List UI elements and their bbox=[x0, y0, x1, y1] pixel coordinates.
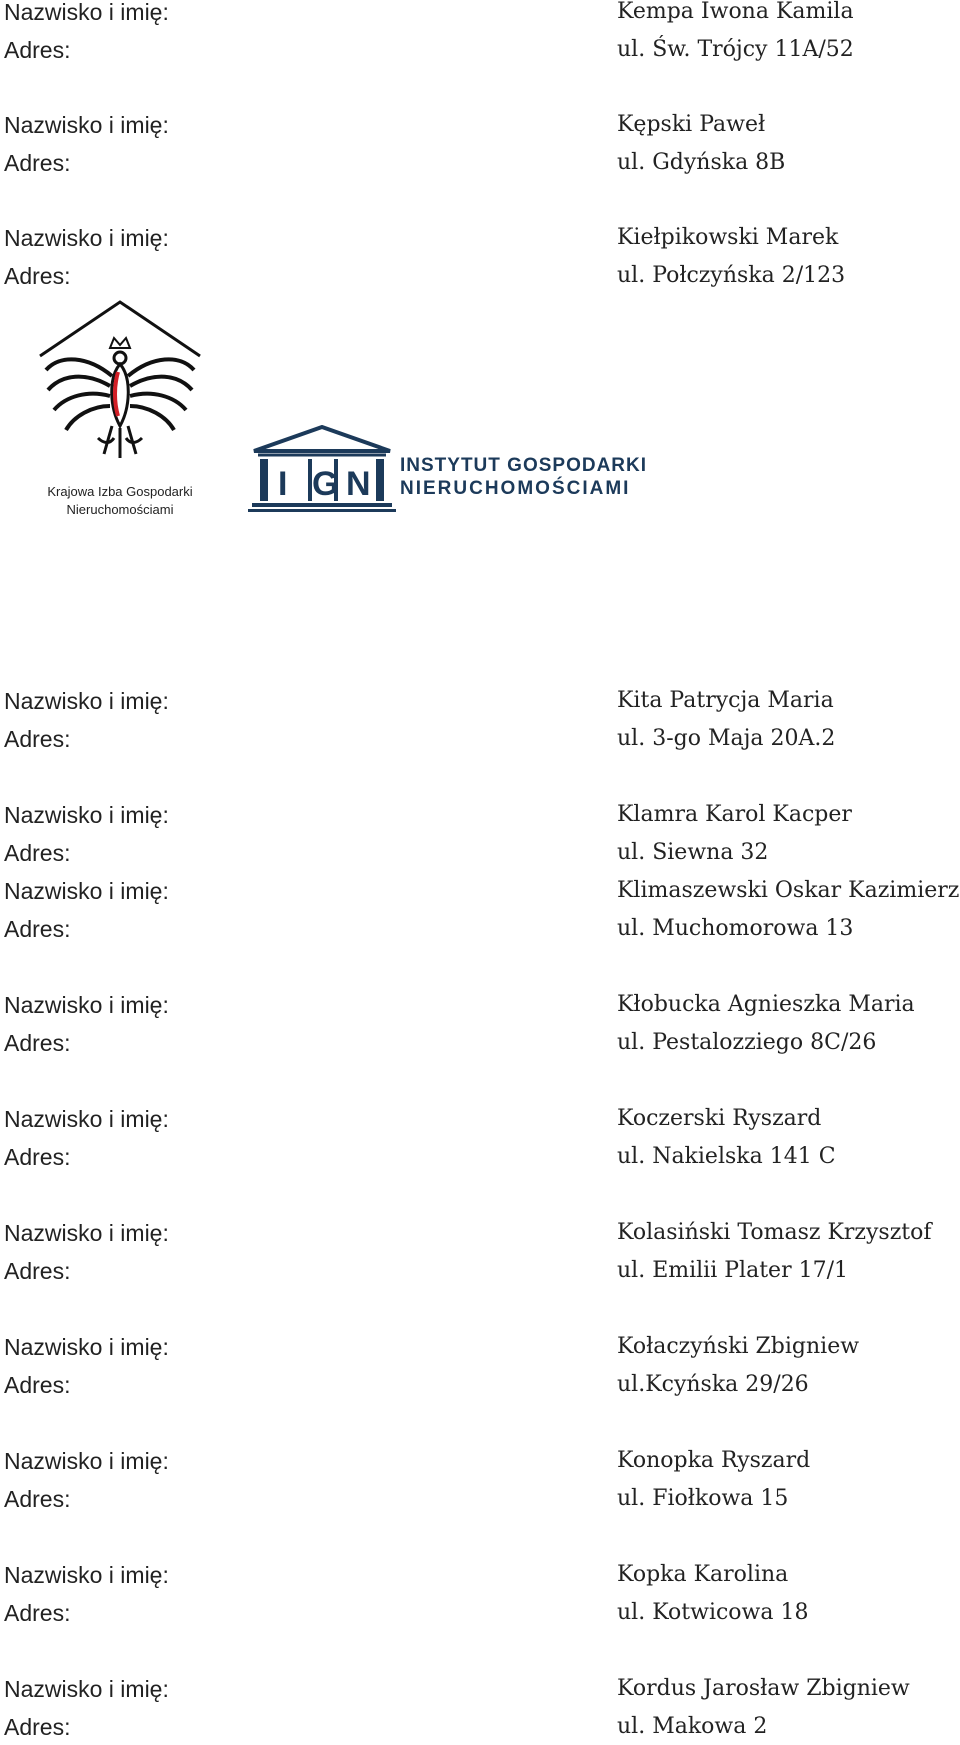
entry-7-address-row bbox=[0, 1025, 960, 1061]
address-label: Adres: bbox=[4, 1714, 71, 1740]
entry-1-name-row bbox=[0, 0, 960, 30]
entry-3-name-row bbox=[0, 220, 960, 256]
person-name: Kolasiński Tomasz Krzysztof bbox=[617, 1220, 932, 1245]
entry-5-name-row bbox=[0, 797, 960, 833]
name-label: Nazwisko i imię: bbox=[4, 225, 169, 251]
name-label: Nazwisko i imię: bbox=[4, 878, 169, 904]
person-name: Klamra Karol Kacper bbox=[617, 802, 852, 827]
entry-8-name-row bbox=[0, 1101, 960, 1137]
entry-9-address-row bbox=[0, 1253, 960, 1289]
person-address: ul. Fiołkowa 15 bbox=[617, 1486, 789, 1511]
kign-logo bbox=[38, 298, 202, 524]
address-label: Adres: bbox=[4, 1486, 71, 1512]
entry-12-address-row bbox=[0, 1595, 960, 1631]
person-name: Kiełpikowski Marek bbox=[617, 225, 839, 250]
ign-name-line1: INSTYTUT GOSPODARKI bbox=[400, 455, 648, 476]
address-label: Adres: bbox=[4, 37, 71, 63]
address-label: Adres: bbox=[4, 1144, 71, 1170]
person-name: Koczerski Ryszard bbox=[617, 1106, 822, 1131]
name-label: Nazwisko i imię: bbox=[4, 802, 169, 828]
entry-10-name-row bbox=[0, 1329, 960, 1365]
kign-caption-line2: Nieruchomościami bbox=[66, 502, 174, 517]
entry-2-address-row bbox=[0, 145, 960, 181]
entry-4-address-row bbox=[0, 721, 960, 757]
kign-caption-line1: Krajowa Izba Gospodarki bbox=[47, 484, 193, 499]
entry-12-name-row bbox=[0, 1557, 960, 1593]
person-name: Kopka Karolina bbox=[617, 1562, 789, 1587]
entry-9-name-row bbox=[0, 1215, 960, 1251]
person-address: ul. Połczyńska 2/123 bbox=[617, 263, 846, 288]
eagle-emblem-icon bbox=[38, 298, 202, 484]
person-name: Klimaszewski Oskar Kazimierz bbox=[617, 878, 960, 903]
entry-4-name-row bbox=[0, 683, 960, 719]
entry-13-address-row bbox=[0, 1709, 960, 1745]
person-name: Kordus Jarosław Zbigniew bbox=[617, 1676, 910, 1701]
name-label: Nazwisko i imię: bbox=[4, 1220, 169, 1246]
person-address: ul. Kotwicowa 18 bbox=[617, 1600, 809, 1625]
person-name: Kołaczyński Zbigniew bbox=[617, 1334, 860, 1359]
name-label: Nazwisko i imię: bbox=[4, 688, 169, 714]
address-label: Adres: bbox=[4, 150, 71, 176]
address-label: Adres: bbox=[4, 1600, 71, 1626]
name-label: Nazwisko i imię: bbox=[4, 112, 169, 138]
person-address: ul. Emilii Plater 17/1 bbox=[617, 1258, 848, 1283]
name-label: Nazwisko i imię: bbox=[4, 1334, 169, 1360]
entry-5-address-row bbox=[0, 835, 960, 871]
address-label: Adres: bbox=[4, 726, 71, 752]
person-address: ul. 3-go Maja 20A.2 bbox=[617, 726, 836, 751]
entry-10-address-row bbox=[0, 1367, 960, 1403]
entry-11-name-row bbox=[0, 1443, 960, 1479]
person-address: ul. Gdyńska 8B bbox=[617, 150, 786, 175]
person-address: ul. Pestalozziego 8C/26 bbox=[617, 1030, 877, 1055]
entry-11-address-row bbox=[0, 1481, 960, 1517]
entry-13-name-row bbox=[0, 1671, 960, 1707]
person-address: ul.Kcyńska 29/26 bbox=[617, 1372, 809, 1397]
name-label: Nazwisko i imię: bbox=[4, 1448, 169, 1474]
address-label: Adres: bbox=[4, 263, 71, 289]
ign-letter-n: N bbox=[346, 465, 371, 503]
address-label: Adres: bbox=[4, 1372, 71, 1398]
person-name: Kępski Paweł bbox=[617, 112, 766, 137]
entry-8-address-row bbox=[0, 1139, 960, 1175]
name-label: Nazwisko i imię: bbox=[4, 992, 169, 1018]
person-name: Kempa Iwona Kamila bbox=[617, 0, 854, 24]
entry-1-address-row bbox=[0, 32, 960, 68]
ign-letter-g: G bbox=[312, 465, 339, 503]
address-label: Adres: bbox=[4, 840, 71, 866]
entry-6-name-row bbox=[0, 873, 960, 909]
person-name: Konopka Ryszard bbox=[617, 1448, 811, 1473]
ign-name-line2: NIERUCHOMOŚCIAMI bbox=[400, 478, 631, 499]
person-address: ul. Nakielska 141 C bbox=[617, 1144, 836, 1169]
address-label: Adres: bbox=[4, 916, 71, 942]
entry-6-address-row bbox=[0, 911, 960, 947]
name-label: Nazwisko i imię: bbox=[4, 0, 169, 25]
ign-building-icon bbox=[248, 425, 396, 513]
address-label: Adres: bbox=[4, 1258, 71, 1284]
name-label: Nazwisko i imię: bbox=[4, 1106, 169, 1132]
person-address: ul. Siewna 32 bbox=[617, 840, 769, 865]
person-address: ul. Muchomorowa 13 bbox=[617, 916, 854, 941]
entry-3-address-row bbox=[0, 258, 960, 294]
person-address: ul. Makowa 2 bbox=[617, 1714, 768, 1739]
ign-logo bbox=[248, 425, 648, 513]
entry-7-name-row bbox=[0, 987, 960, 1023]
address-label: Adres: bbox=[4, 1030, 71, 1056]
person-name: Kita Patrycja Maria bbox=[617, 688, 834, 713]
ign-letter-i: I bbox=[278, 465, 288, 503]
name-label: Nazwisko i imię: bbox=[4, 1562, 169, 1588]
person-name: Kłobucka Agnieszka Maria bbox=[617, 992, 915, 1017]
name-label: Nazwisko i imię: bbox=[4, 1676, 169, 1702]
person-address: ul. Św. Trójcy 11A/52 bbox=[617, 37, 854, 62]
entry-2-name-row bbox=[0, 107, 960, 143]
